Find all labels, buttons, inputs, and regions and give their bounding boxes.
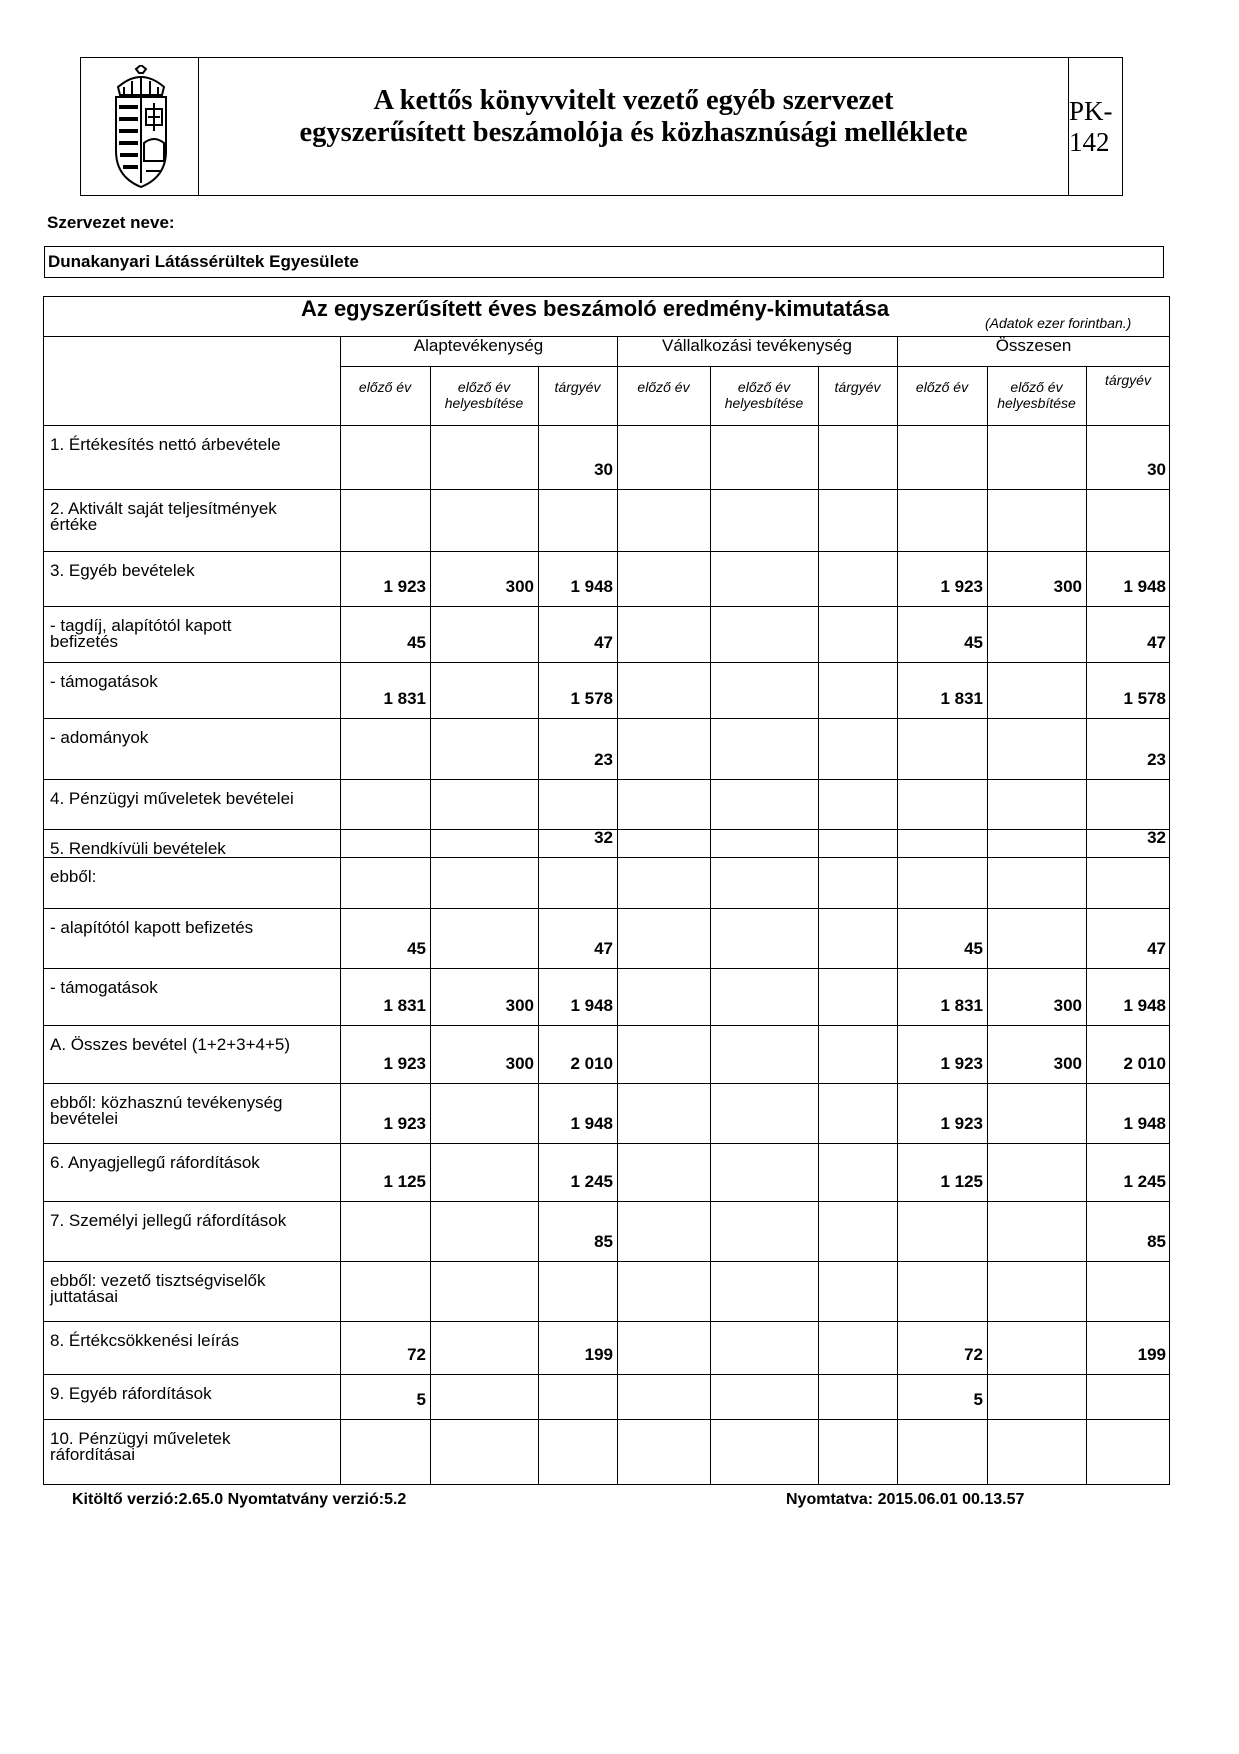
subcol-curr-2: tárgyév	[834, 379, 881, 395]
column-rule	[1086, 366, 1087, 1485]
value-cell[interactable]: 30	[1147, 460, 1166, 479]
subcol-adj-line2: helyesbítése	[444, 395, 524, 411]
row-label	[50, 1155, 260, 1171]
organization-name-field[interactable]: Dunakanyari Látássérültek Egyesülete	[44, 246, 1164, 278]
value-cell[interactable]: 1 948	[1123, 996, 1166, 1015]
row-rule	[43, 1201, 1170, 1202]
column-rule	[430, 366, 431, 1485]
row-label-line: 4. Pénzügyi műveletek bevételei	[50, 789, 294, 808]
value-cell[interactable]: 1 948	[570, 1114, 613, 1133]
column-rule	[987, 366, 988, 1485]
label-column-rule	[340, 336, 341, 1485]
row-label	[50, 674, 158, 690]
subcol-prev-1: előző év	[358, 379, 412, 395]
row-rule	[43, 1321, 1170, 1322]
form-code: PK-142	[1069, 95, 1113, 157]
value-cell[interactable]: 5	[416, 1390, 426, 1409]
row-rule	[43, 1143, 1170, 1144]
row-label-line: 7. Személyi jellegű ráfordítások	[50, 1211, 287, 1230]
value-cell[interactable]: 300	[505, 577, 534, 596]
value-cell[interactable]: 300	[505, 996, 534, 1015]
organization-label: Szervezet neve:	[47, 213, 175, 232]
row-label-line: - támogatások	[50, 978, 158, 997]
row-label	[50, 791, 294, 807]
row-rule	[43, 718, 1170, 719]
column-rule	[538, 366, 539, 1485]
group-header-osszesen: Összesen	[995, 336, 1072, 355]
row-label-line: ebből:	[50, 867, 97, 886]
value-cell[interactable]: 2 010	[570, 1054, 613, 1073]
row-rule	[43, 1025, 1170, 1026]
value-cell[interactable]: 1 948	[570, 996, 613, 1015]
value-cell[interactable]: 1 923	[940, 577, 983, 596]
group-rule	[340, 366, 1170, 367]
column-rule	[818, 366, 819, 1485]
subcol-adj-3	[987, 379, 1086, 411]
value-cell[interactable]: 32	[594, 828, 613, 847]
group-column-rule	[897, 336, 898, 1485]
value-cell[interactable]: 45	[407, 939, 426, 958]
value-cell[interactable]: 1 245	[570, 1172, 613, 1191]
value-cell[interactable]: 300	[505, 1054, 534, 1073]
value-cell[interactable]: 1 125	[383, 1172, 426, 1191]
row-label	[50, 1273, 265, 1305]
row-label-line: - támogatások	[50, 672, 158, 691]
value-cell[interactable]: 30	[594, 460, 613, 479]
row-label	[50, 1333, 239, 1349]
subcol-prev-2: előző év	[637, 379, 690, 395]
row-label	[50, 1386, 212, 1402]
value-cell[interactable]: 1 245	[1123, 1172, 1166, 1191]
value-cell[interactable]: 1 923	[383, 1114, 426, 1133]
value-cell[interactable]: 1 948	[1123, 577, 1166, 596]
form-header	[80, 57, 1123, 196]
value-cell[interactable]: 32	[1147, 828, 1166, 847]
row-label-line: 5. Rendkívüli bevételek	[50, 839, 226, 858]
value-cell[interactable]: 72	[964, 1345, 983, 1364]
value-cell[interactable]: 1 923	[383, 1054, 426, 1073]
value-cell[interactable]: 47	[1147, 939, 1166, 958]
row-label	[50, 1095, 283, 1127]
value-cell[interactable]: 300	[1053, 1054, 1082, 1073]
row-rule	[43, 1083, 1170, 1084]
value-cell[interactable]: 47	[594, 633, 613, 652]
value-cell[interactable]: 85	[594, 1232, 613, 1251]
value-cell[interactable]: 47	[1147, 633, 1166, 652]
row-rule	[43, 551, 1170, 552]
row-label-line: 9. Egyéb ráfordítások	[50, 1384, 212, 1403]
value-cell[interactable]: 1 948	[570, 577, 613, 596]
row-rule	[43, 662, 1170, 663]
form-title	[199, 58, 1069, 195]
row-label	[50, 1431, 231, 1463]
row-label-line: értéke	[50, 515, 98, 534]
row-rule	[43, 1374, 1170, 1375]
value-cell[interactable]: 1 578	[570, 689, 613, 708]
value-cell[interactable]: 5	[973, 1390, 983, 1409]
row-label-line: 6. Anyagjellegű ráfordítások	[50, 1153, 260, 1172]
crest-cell	[81, 58, 199, 195]
value-cell[interactable]: 2 010	[1123, 1054, 1166, 1073]
row-rule	[43, 779, 1170, 780]
value-cell[interactable]: 1 578	[1123, 689, 1166, 708]
table-title: Az egyszerűsített éves beszámoló eredmény-kimutatása	[300, 296, 890, 321]
row-label	[50, 980, 158, 996]
value-cell[interactable]: 1 831	[383, 689, 426, 708]
value-cell[interactable]: 1 923	[940, 1054, 983, 1073]
group-header-alap: Alaptevékenység	[413, 336, 544, 355]
row-rule	[43, 908, 1170, 909]
row-label-line: A. Összes bevétel (1+2+3+4+5)	[50, 1035, 291, 1054]
value-cell[interactable]: 1 125	[940, 1172, 983, 1191]
row-label-line: befizetés	[50, 632, 119, 651]
row-label	[50, 730, 148, 746]
subcol-adj-line1: előző év	[737, 379, 791, 395]
row-label-line: - alapítótól kapott befizetés	[50, 918, 254, 937]
subcol-adj-line1: előző év	[1010, 379, 1063, 395]
subcol-adj-2	[710, 379, 818, 411]
value-cell[interactable]: 1 923	[383, 577, 426, 596]
row-label	[50, 841, 226, 857]
value-cell[interactable]: 199	[584, 1345, 613, 1364]
group-column-rule	[617, 336, 618, 1485]
row-label-line: 1. Értékesítés nettó árbevétele	[50, 435, 281, 454]
value-cell[interactable]: 45	[407, 633, 426, 652]
row-rule	[43, 489, 1170, 490]
row-label	[50, 618, 231, 650]
row-rule	[43, 1419, 1170, 1420]
value-cell[interactable]: 72	[407, 1345, 426, 1364]
subcol-adj-line2: helyesbítése	[724, 395, 804, 411]
row-label	[50, 1037, 290, 1053]
footer-version: Kitöltő verzió:2.65.0 Nyomtatvány verzió:5.2	[72, 1491, 407, 1508]
row-rule	[43, 606, 1170, 607]
table-unit-note: (Adatok ezer forintban.)	[985, 315, 1132, 331]
value-cell[interactable]: 85	[1147, 1232, 1166, 1251]
row-rule	[43, 968, 1170, 969]
value-cell[interactable]: 1 923	[940, 1114, 983, 1133]
row-rule	[43, 1261, 1170, 1262]
row-label-line: juttatásai	[50, 1287, 119, 1306]
row-label	[50, 437, 281, 453]
column-rule	[710, 366, 711, 1485]
form-title-line-2: egyszerűsített beszámolója és közhasznúsági melléklete	[299, 117, 968, 148]
row-label-line: 8. Értékcsökkenési leírás	[50, 1331, 239, 1350]
subcol-prev-3: előző év	[915, 379, 969, 395]
row-label-line: 2. Aktivált saját teljesítmények	[50, 499, 277, 518]
row-label-line: 3. Egyéb bevételek	[50, 561, 195, 580]
row-label	[50, 501, 277, 533]
subcol-adj-line1: előző év	[457, 379, 511, 395]
row-label	[50, 563, 195, 579]
footer-printed: Nyomtatva: 2015.06.01 00.13.57	[786, 1491, 1025, 1508]
value-cell[interactable]: 1 831	[940, 689, 983, 708]
row-label	[50, 1213, 286, 1229]
value-cell[interactable]: 1 831	[383, 996, 426, 1015]
row-label-line: bevételei	[50, 1109, 119, 1128]
row-label-line: - tagdíj, alapítótól kapott	[50, 616, 232, 635]
subcol-adj-1	[430, 379, 538, 411]
subcol-adj-line2: helyesbítése	[997, 395, 1076, 411]
value-cell[interactable]: 199	[1137, 1345, 1166, 1364]
value-cell[interactable]: 45	[964, 939, 983, 958]
value-cell[interactable]: 23	[594, 750, 613, 769]
subcol-curr-1: tárgyév	[554, 379, 601, 395]
row-label-line: ráfordításai	[50, 1445, 136, 1464]
header-rule	[43, 336, 1170, 337]
subcol-curr-3: tárgyév	[1105, 372, 1151, 388]
value-cell[interactable]: 1 831	[940, 996, 983, 1015]
value-cell[interactable]: 300	[1053, 996, 1082, 1015]
coat-of-arms-icon	[110, 65, 172, 189]
row-rule	[43, 425, 1170, 426]
value-cell[interactable]: 45	[964, 633, 983, 652]
row-label-line: ebből: közhasznú tevékenység	[50, 1093, 283, 1112]
value-cell[interactable]: 47	[594, 939, 613, 958]
form-title-line-1: A kettős könyvvitelt vezető egyéb szervezet	[373, 85, 894, 116]
row-label-line: 10. Pénzügyi műveletek	[50, 1429, 231, 1448]
value-cell[interactable]: 1 948	[1123, 1114, 1166, 1133]
row-label-line: ebből: vezető tisztségviselők	[50, 1271, 266, 1290]
row-label	[50, 920, 253, 936]
value-cell[interactable]: 23	[1147, 750, 1166, 769]
row-label-line: - adományok	[50, 728, 149, 747]
group-header-vallalkozasi: Vállalkozási tevékenység	[662, 336, 852, 355]
row-label	[50, 869, 96, 885]
value-cell[interactable]: 300	[1053, 577, 1082, 596]
